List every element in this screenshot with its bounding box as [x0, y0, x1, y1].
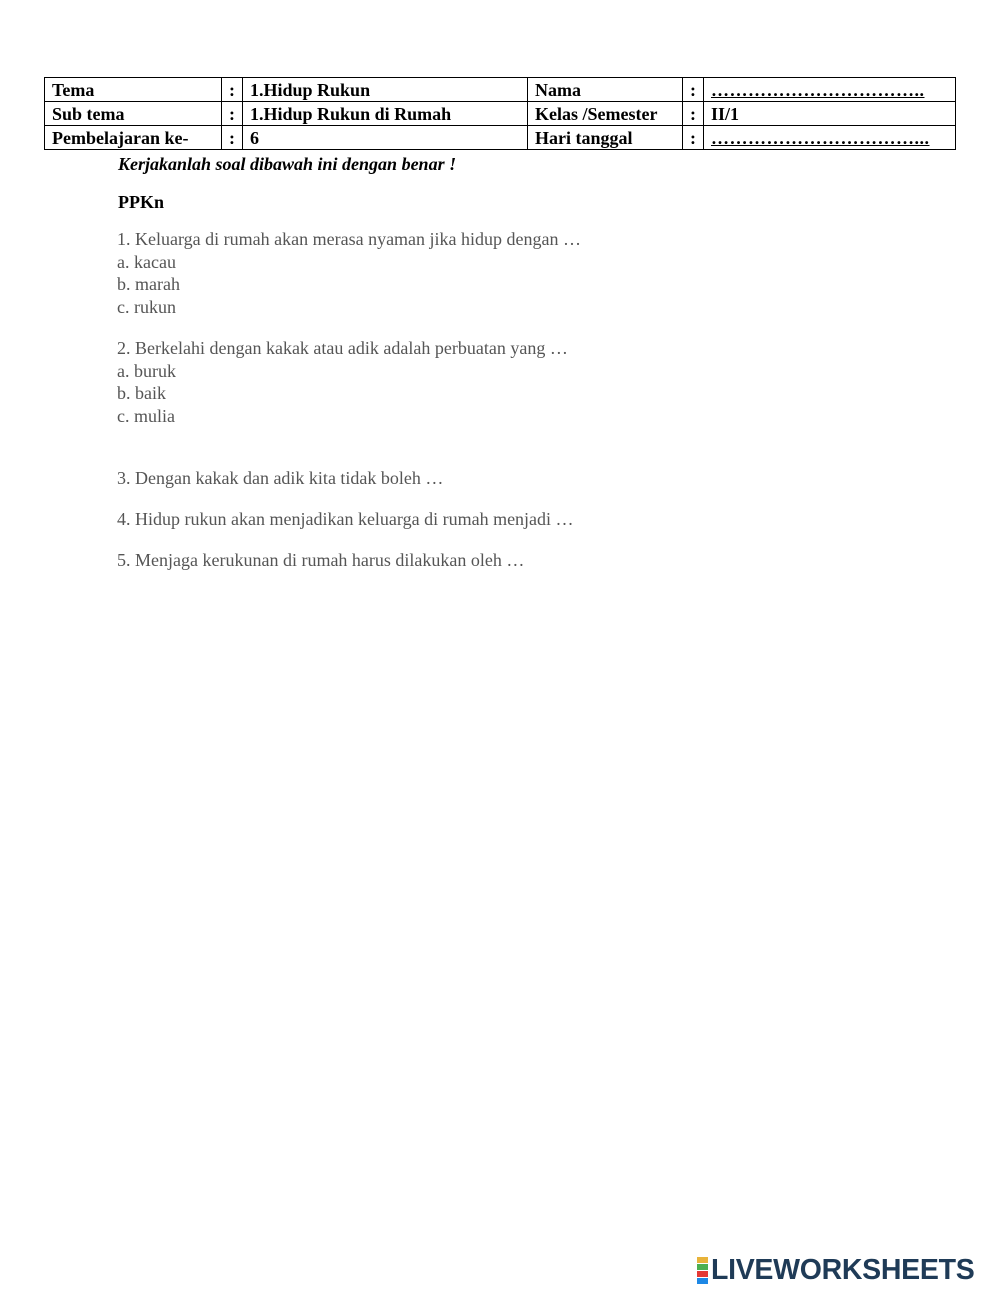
option[interactable]: b. baik: [117, 383, 166, 403]
question-text: 3. Dengan kakak dan adik kita tidak boleh …: [117, 468, 444, 488]
subject-heading: PPKn: [118, 192, 165, 212]
question-3: [117, 467, 443, 490]
colon: :: [683, 126, 704, 150]
option[interactable]: b. marah: [117, 274, 180, 294]
liveworksheets-logo: [697, 1254, 974, 1286]
brand-name: LIVEWORKSHEETS: [711, 1254, 975, 1286]
label-kelas-semester: Kelas /Semester: [528, 102, 683, 126]
logo-block: [697, 1257, 708, 1263]
question-4: [117, 508, 574, 531]
label-pembelajaran: Pembelajaran ke-: [45, 126, 222, 150]
value-tema: 1.Hidup Rukun: [243, 78, 528, 102]
colon: :: [683, 102, 704, 126]
question-text: 5. Menjaga kerukunan di rumah harus dilakukan oleh …: [117, 550, 525, 570]
value-pembelajaran: 6: [243, 126, 528, 150]
option[interactable]: a. buruk: [117, 360, 176, 381]
option[interactable]: c. mulia: [117, 405, 175, 426]
colon: :: [222, 102, 243, 126]
hari-tanggal-field[interactable]: ……………………………...: [704, 126, 956, 150]
question-text: 4. Hidup rukun akan menjadikan keluarga di rumah menjadi …: [117, 509, 574, 529]
option[interactable]: a. kacau: [117, 251, 176, 272]
logo-block: [697, 1271, 708, 1277]
question-1: [117, 228, 581, 318]
value-kelas-semester: II/1: [704, 102, 956, 126]
header-table: [44, 77, 956, 150]
logo-block: [697, 1278, 708, 1284]
question-text: 1. Keluarga di rumah akan merasa nyaman jika hidup dengan …: [117, 229, 582, 249]
label-nama: Nama: [528, 78, 683, 102]
value-subtema: 1.Hidup Rukun di Rumah: [243, 102, 528, 126]
logo-icon: [697, 1257, 708, 1284]
logo-block: [697, 1264, 708, 1270]
colon: :: [683, 78, 704, 102]
option[interactable]: c. rukun: [117, 296, 176, 317]
colon: :: [222, 78, 243, 102]
question-2: [117, 337, 568, 427]
header-row-tema: [45, 78, 956, 102]
question-text: 2. Berkelahi dengan kakak atau adik adalah perbuatan yang …: [117, 338, 568, 358]
question-5: [117, 549, 524, 572]
label-hari-tanggal: Hari tanggal: [528, 126, 683, 150]
header-row-pembelajaran: [45, 126, 956, 150]
label-tema: Tema: [45, 78, 222, 102]
colon: :: [222, 126, 243, 150]
label-subtema: Sub tema: [45, 102, 222, 126]
nama-field[interactable]: ……………………………..: [704, 78, 956, 102]
header-row-subtema: [45, 102, 956, 126]
instruction: Kerjakanlah soal dibawah ini dengan benar !: [118, 154, 457, 174]
